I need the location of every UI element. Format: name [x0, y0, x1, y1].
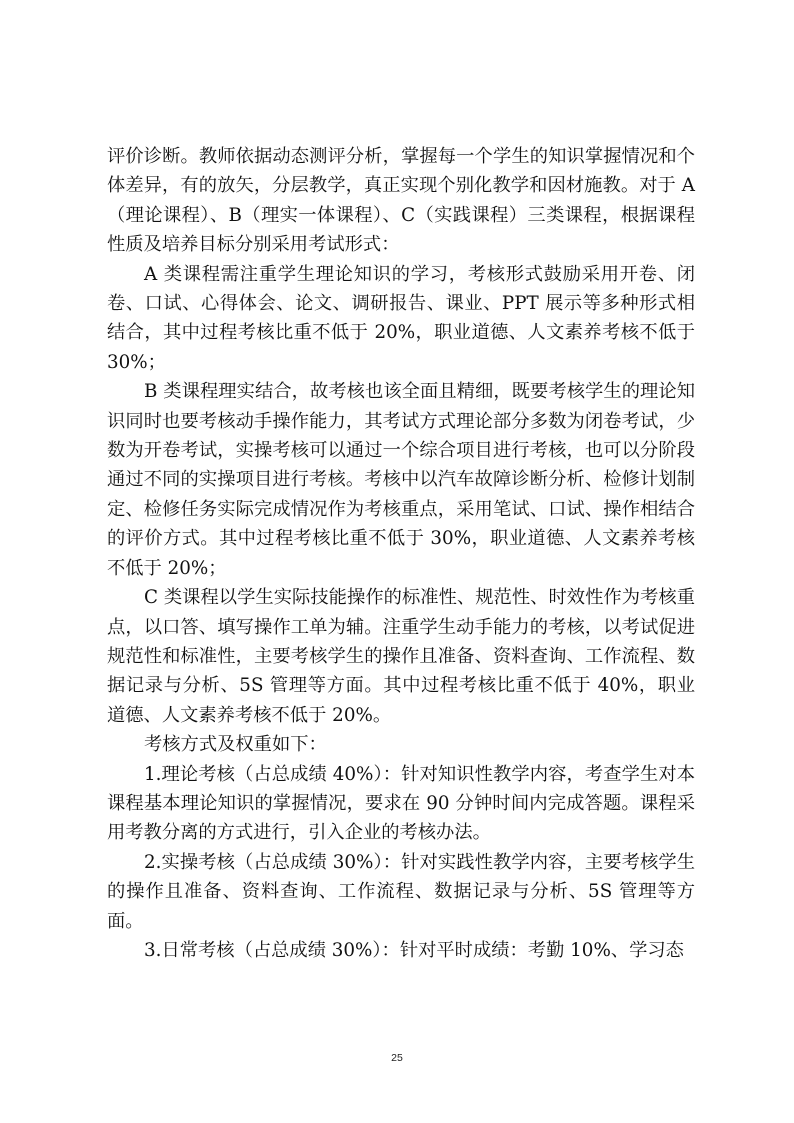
- paragraph-practical-exam: 2.实操考核（占总成绩 30%）：针对实践性教学内容，主要考核学生的操作且准备、资料查询、工作流程、数据记录与分析、5S 管理等方面。: [107, 851, 695, 932]
- paragraph-daily-assessment: 3.日常考核（占总成绩 30%）：针对平时成绩：考勤 10%、学习态: [144, 939, 684, 961]
- page-number: 25: [391, 1052, 403, 1064]
- paragraph-class-a-courses: A 类课程需注重学生理论知识的学习，考核形式鼓励采用开卷、闭卷、口试、心得体会、论文、调研报告、课业、PPT 展示等多种形式相结合，其中过程考核比重不低于 20%，职业道德、人文素养考核不低于 30%；: [107, 263, 695, 373]
- paragraph-weights-heading: 考核方式及权重如下：: [144, 734, 327, 756]
- paragraph-theory-exam: 1.理论考核（占总成绩 40%）：针对知识性教学内容，考查学生对本课程基本理论知识的掌握情况，要求在 90 分钟时间内完成答题。课程采用考教分离的方式进行，引入企业的考核办法。: [107, 763, 695, 844]
- paragraph-class-c-courses: C 类课程以学生实际技能操作的标准性、规范性、时效性作为考核重点，以口答、填写操作工单为辅。注重学生动手能力的考核，以考试促进规范性和标准性，主要考核学生的操作且准备、资料查询、工作流程、数据记录与分析、5S 管理等方面。其中过程考核比重不低于 40%，职业道德、人文素养考核不低于 20%。: [107, 587, 695, 726]
- document-body: [107, 142, 695, 965]
- paragraph-class-b-courses: B 类课程理实结合，故考核也该全面且精细，既要考核学生的理论知识同时也要考核动手操作能力，其考试方式理论部分多数为闭卷考试，少数为开卷考试，实操考核可以通过一个综合项目进行考核，也可以分阶段通过不同的实操项目进行考核。考核中以汽车故障诊断分析、检修计划制定、检修任务实际完成情况作为考核重点，采用笔试、口试、操作相结合的评价方式。其中过程考核比重不低于 30%，职业道德、人文素养考核不低于 20%；: [107, 381, 695, 579]
- paragraph-assessment-intro: 评价诊断。教师依据动态测评分析，掌握每一个学生的知识掌握情况和个体差异，有的放矢，分层教学，真正实现个别化教学和因材施教。对于 A（理论课程）、B（理实一体课程）、C（实践课程）三类课程，根据课程性质及培养目标分别采用考试形式：: [107, 146, 695, 256]
